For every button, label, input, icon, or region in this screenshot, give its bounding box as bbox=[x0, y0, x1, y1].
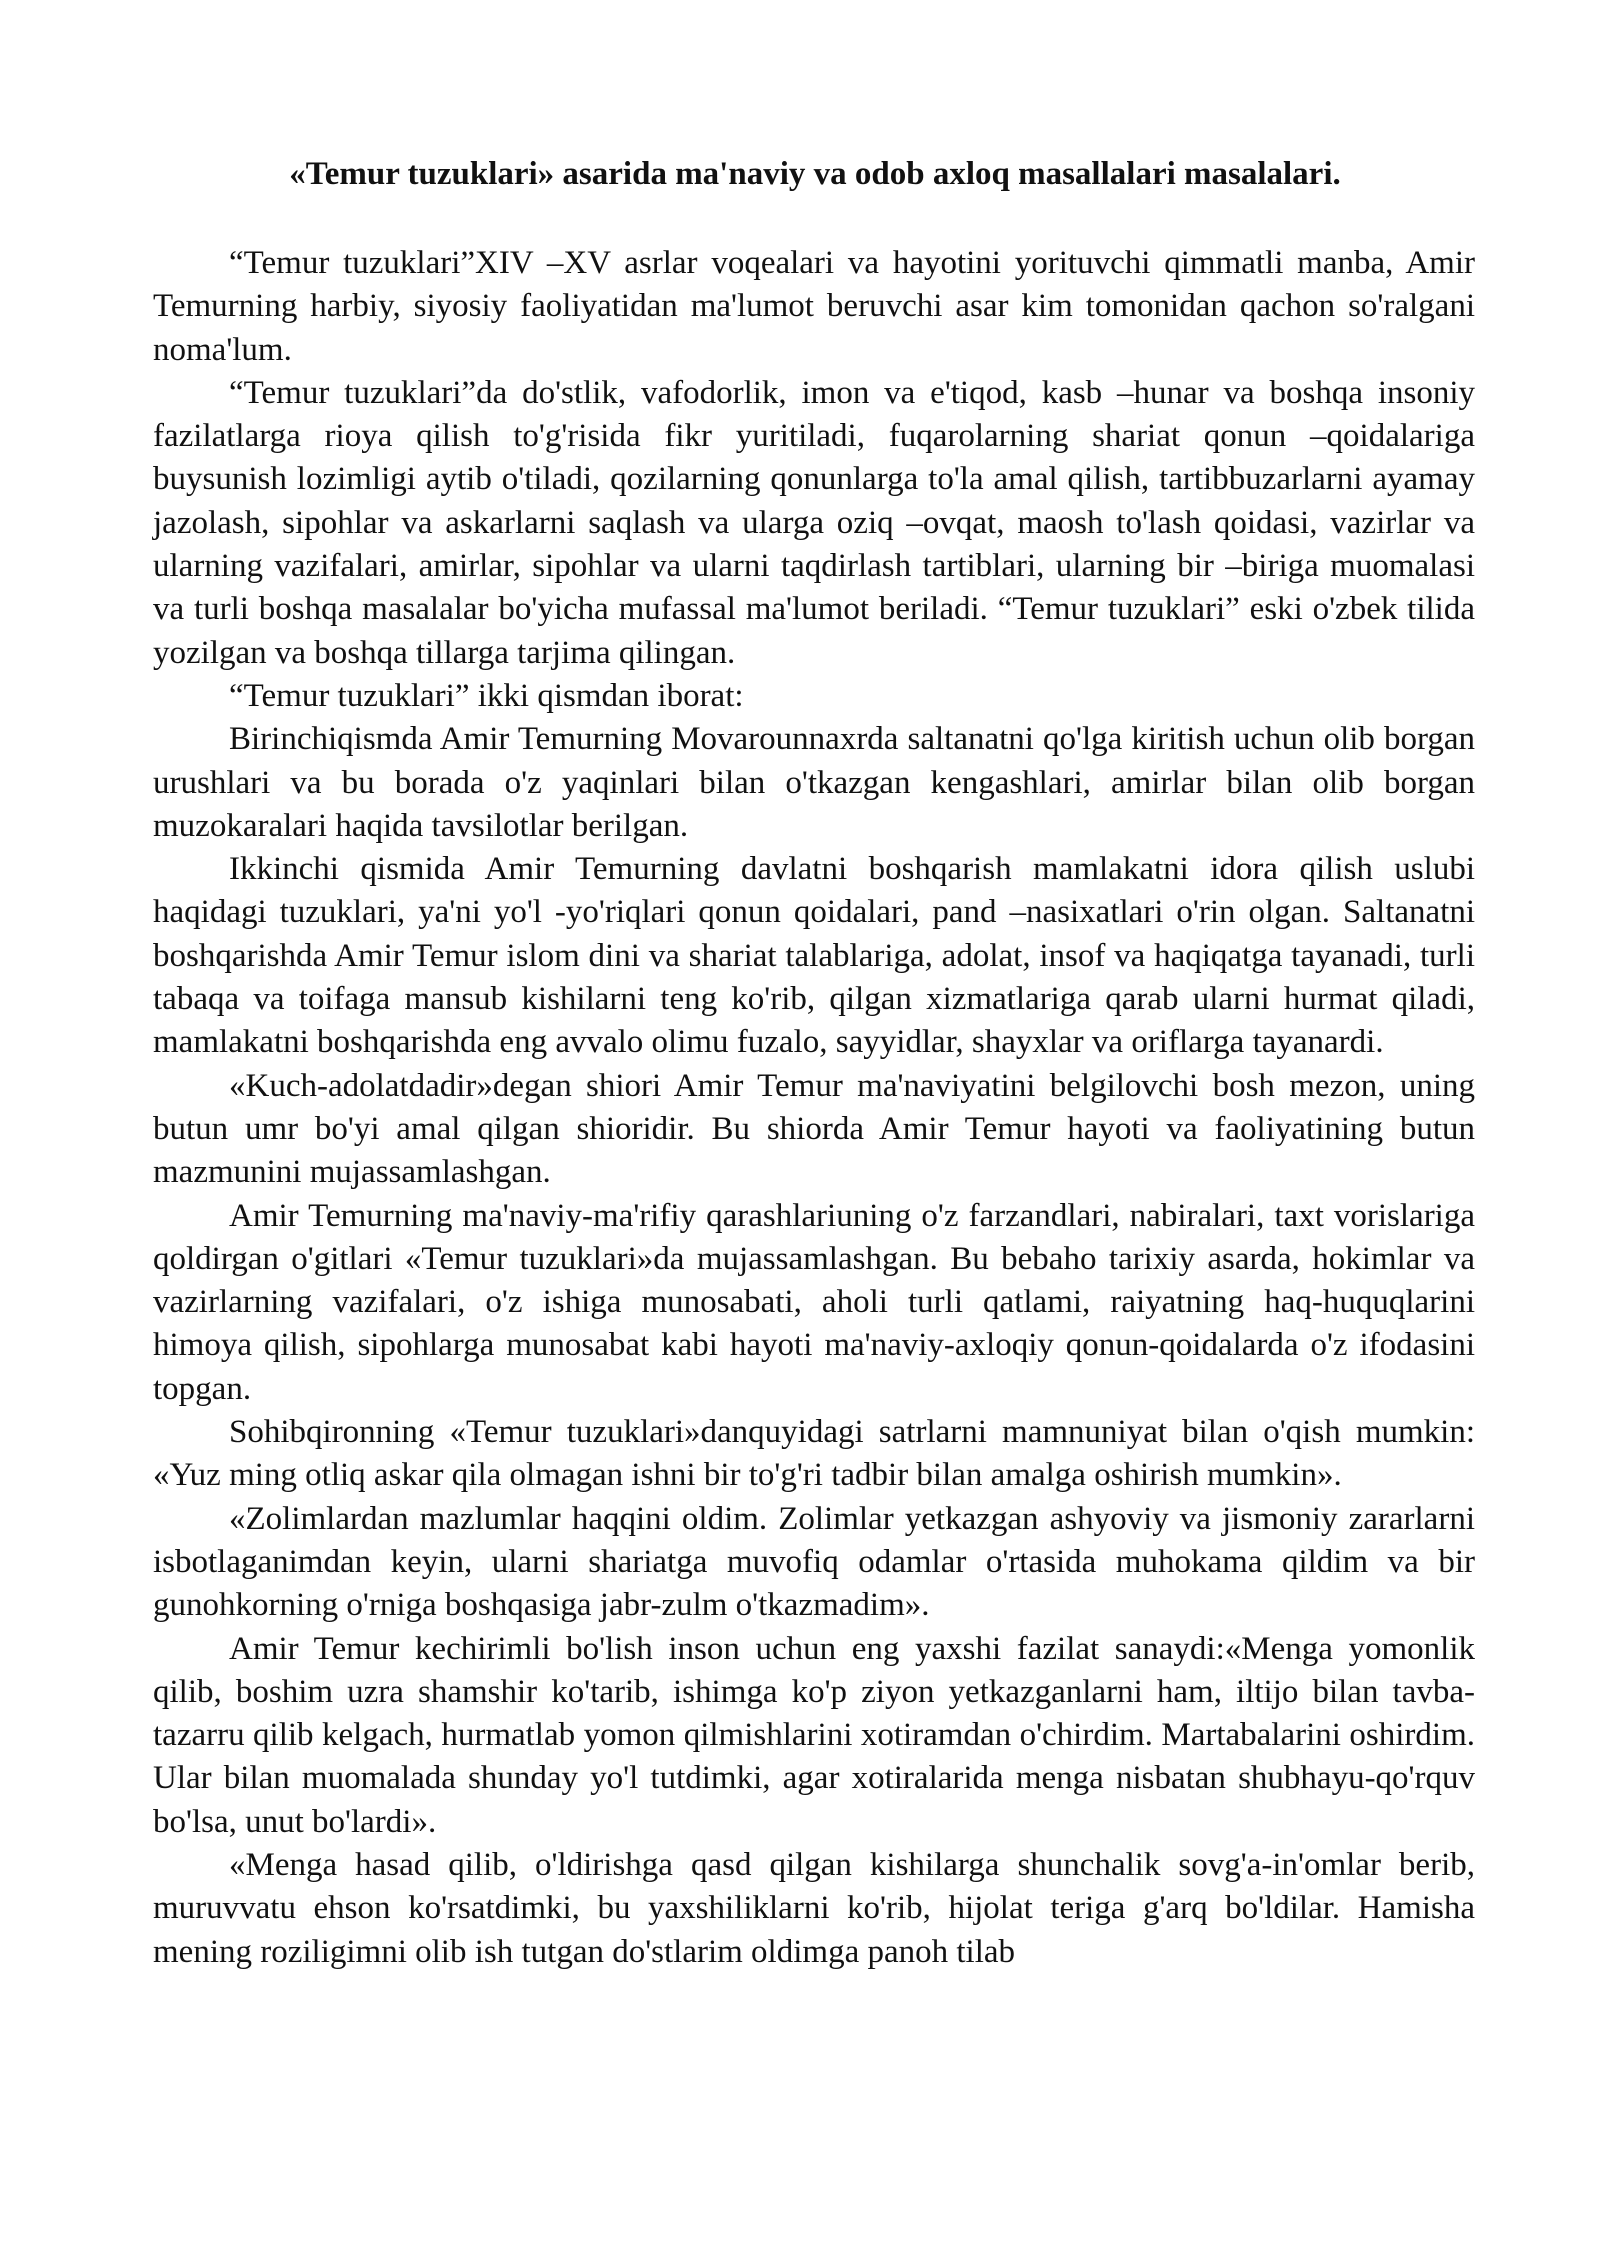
paragraph-5: Ikkinchi qismida Amir Temurning davlatni boshqarish mamlakatni idora qilish uslubi haqidagi tuzuklari, ya'ni yo'l -yo'riqlari qonun qoidalari, pand –nasixatlari o'rin olgan. Saltanatni boshqarishda Amir Temur islom dini va shariat talablariga, adolat, insof va haqiqatga tayanadi, turli tabaqa va toifaga mansub kishilarni teng ko'rib, qilgan xizmatlariga qarab ularni hurmat qiladi, mamlakatni boshqarishda eng avvalo olimu fuzalo, sayyidlar, shayxlar va oriflarga tayanardi. bbox=[153, 851, 1475, 1061]
paragraph-10: Amir Temur kechirimli bo'lish inson uchun eng yaxshi fazilat sanaydi:«Menga yomonlik qilib, boshim uzra shamshir ko'tarib, ishimga ko'p ziyon yetkazganlarni ham, iltijo bilan tavba-tazarru qilib kelgach, hurmatlab yomon qilmishlarini xotiramdan o'chirdim. Martabalarini oshirdim. Ular bilan muomalada shunday yo'l tutdimki, agar xotiralarida menga nisbatan shubhayu-qo'rquv bo'lsa, unut bo'lardi». bbox=[153, 1630, 1475, 1840]
paragraph-7: Amir Temurning ma'naviy-ma'rifiy qarashlariuning o'z farzandlari, nabiralari, taxt vorislariga qoldirgan o'gitlari «Temur tuzuklari»da mujassamlashgan. Bu bebaho tarixiy asarda, hokimlar va vazirlarning vazifalari, o'z ishiga munosabati, aholi turli qatlami, raiyatning haq-huquqlarini himoya qilish, sipohlarga munosabat kabi hayoti ma'naviy-axloqiy qonun-qoidalarda o'z ifodasini topgan. bbox=[153, 1197, 1475, 1407]
paragraph-9: «Zolimlardan mazlumlar haqqini oldim. Zolimlar yetkazgan ashyoviy va jismoniy zararlarni isbotlaganimdan keyin, ularni shariatga muvofiq odamlar o'rtasida muhokama qildim va bir gunohkorning o'rniga boshqasiga jabr-zulm o'tkazmadim». bbox=[153, 1500, 1475, 1624]
document-body bbox=[153, 242, 1475, 1974]
paragraph-8: Sohibqironning «Temur tuzuklari»danquyidagi satrlarni mamnuniyat bilan o'qish mumkin: «Yuz ming otliq askar qila olmagan ishni bir to'g'ri tadbir bilan amalga oshirish mumkin». bbox=[153, 1414, 1475, 1494]
paragraph-1: “Temur tuzuklari”XIV –XV asrlar voqealari va hayotini yorituvchi qimmatli manba, Amir Temurning harbiy, siyosiy faoliyatidan ma'lumot beruvchi asar kim tomonidan qachon so'ralgani noma'lum. bbox=[153, 245, 1475, 368]
paragraph-6: «Kuch-adolatdadir»degan shiori Amir Temur ma'naviyatini belgilovchi bosh mezon, uning butun umr bo'yi amal qilgan shioridir. Bu shiorda Amir Temur hayoti va faoliyatining butun mazmunini mujassamlashgan. bbox=[153, 1067, 1475, 1191]
document-title: «Temur tuzuklari» asarida ma'naviy va odob axloq masallalari masalalari. bbox=[289, 156, 1341, 192]
paragraph-4: Birinchiqismda Amir Temurning Movarounnaxrda saltanatni qo'lga kiritish uchun olib borgan urushlari va bu borada o'z yaqinlari bilan o'tkazgan kengashlari, amirlar bilan olib borgan muzokaralari haqida tavsilotlar berilgan. bbox=[153, 721, 1475, 844]
paragraph-11: «Menga hasad qilib, o'ldirishga qasd qilgan kishilarga shunchalik sovg'a-in'omlar berib, muruvvatu ehson ko'rsatdimki, bu yaxshiliklarni ko'rib, hijolat teriga g'arq bo'ldilar. Hamisha mening roziligimni olib ish tutgan do'stlarim oldimga panoh tilab bbox=[153, 1846, 1475, 1970]
paragraph-2: “Temur tuzuklari”da do'stlik, vafodorlik, imon va e'tiqod, kasb –hunar va boshqa insoniy fazilatlarga rioya qilish to'g'risida fikr yuritiladi, fuqarolarning shariat qonun –qoidalariga buysunish lozimligi aytib o'tiladi, qozilarning qonunlarga to'la amal qilish, tartibbuzarlarni ayamay jazolash, sipohlar va askarlarni saqlash va ularga oziq –ovqat, maosh to'lash qoidasi, vazirlar va ularning vazifalari, amirlar, sipohlar va ularni taqdirlash tartiblari, ularning bir –biriga muomalasi va turli boshqa masalalar bo'yicha mufassal ma'lumot beriladi. “Temur tuzuklari” eski o'zbek tilida yozilgan va boshqa tillarga tarjima qilingan. bbox=[153, 374, 1475, 671]
paragraph-3: “Temur tuzuklari” ikki qismdan iborat: bbox=[229, 677, 744, 714]
